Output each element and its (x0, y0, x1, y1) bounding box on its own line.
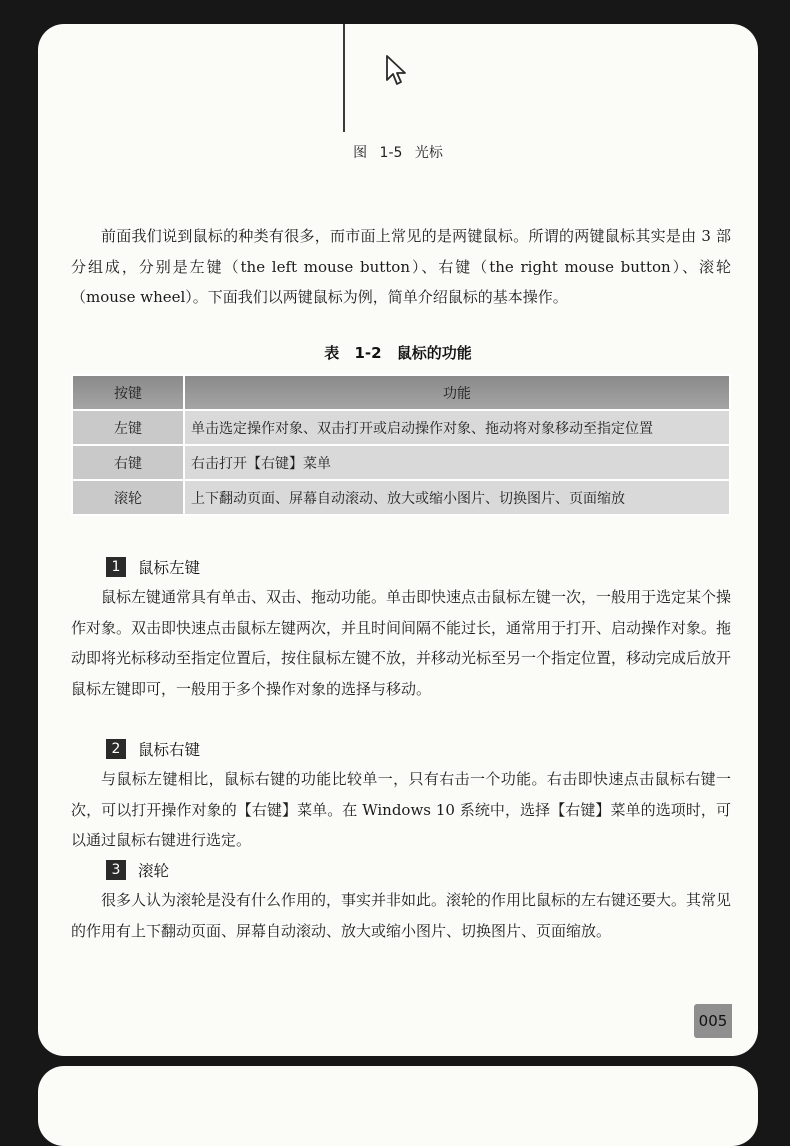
table-header-key: 按键 (72, 375, 184, 410)
table-cell-key: 右键 (72, 445, 184, 480)
section-number-badge: 2 (106, 739, 126, 759)
section-heading-wheel (106, 859, 169, 881)
section-number-badge: 1 (106, 557, 126, 577)
table-cell-key: 左键 (72, 410, 184, 445)
page-number: 005 (694, 1004, 732, 1038)
section-number-badge: 3 (106, 860, 126, 880)
section-body-wheel: 很多人认为滚轮是没有什么作用的，事实并非如此。滚轮的作用比鼠标的左右键还要大。其常见的作用有上下翻动页面、屏幕自动滚动、放大或缩小图片、切换图片、页面缩放。 (71, 891, 732, 940)
figure-caption: 图 1-5 光标 (353, 145, 443, 161)
mouse-function-table (71, 374, 731, 516)
table-row (72, 480, 730, 515)
table-row (72, 410, 730, 445)
table-header-row (72, 375, 730, 410)
table-cell-function: 单击选定操作对象、双击打开或启动操作对象、拖动将对象移动至指定位置 (184, 410, 730, 445)
section-title: 鼠标左键 (138, 559, 201, 577)
section-title: 鼠标右键 (138, 741, 201, 759)
intro-paragraph: 前面我们说到鼠标的种类有很多，而市面上常见的是两键鼠标。所谓的两键鼠标其实是由 3 部分组成，分别是左键（the left mouse button）、右键（the right mouse button）、滚轮（mouse wheel）。下面我们以两键鼠标为例，简单介绍鼠标的基本操作。 (71, 227, 731, 306)
next-page-edge (38, 1066, 758, 1146)
figure-divider-line (343, 24, 345, 132)
section-body-right-button: 与鼠标左键相比，鼠标右键的功能比较单一，只有右击一个功能。右击即快速点击鼠标右键一次，可以打开操作对象的【右键】菜单。在 Windows 10 系统中，选择【右键】菜单的选项时，可以通过鼠标右键进行选定。 (71, 770, 731, 849)
section-body-left-button: 鼠标左键通常具有单击、双击、拖动功能。单击即快速点击鼠标左键一次，一般用于选定某个操作对象。双击即快速点击鼠标左键两次，并且时间间隔不能过长，通常用于打开、启动操作对象。拖动即将光标移动至指定位置后，按住鼠标左键不放，并移动光标至另一个指定位置，移动完成后放开鼠标左键即可，一般用于多个操作对象的选择与移动。 (71, 588, 732, 698)
section-title: 滚轮 (138, 862, 170, 880)
table-row (72, 445, 730, 480)
table-header-function: 功能 (184, 375, 730, 410)
section-heading-left-button (106, 556, 200, 578)
table-cell-function: 右击打开【右键】菜单 (184, 445, 730, 480)
table-cell-function: 上下翻动页面、屏幕自动滚动、放大或缩小图片、切换图片、页面缩放 (184, 480, 730, 515)
section-heading-right-button (106, 738, 200, 760)
table-title: 表 1-2 鼠标的功能 (324, 344, 472, 362)
mouse-pointer-icon (385, 54, 411, 90)
book-page (38, 24, 758, 1056)
table-cell-key: 滚轮 (72, 480, 184, 515)
